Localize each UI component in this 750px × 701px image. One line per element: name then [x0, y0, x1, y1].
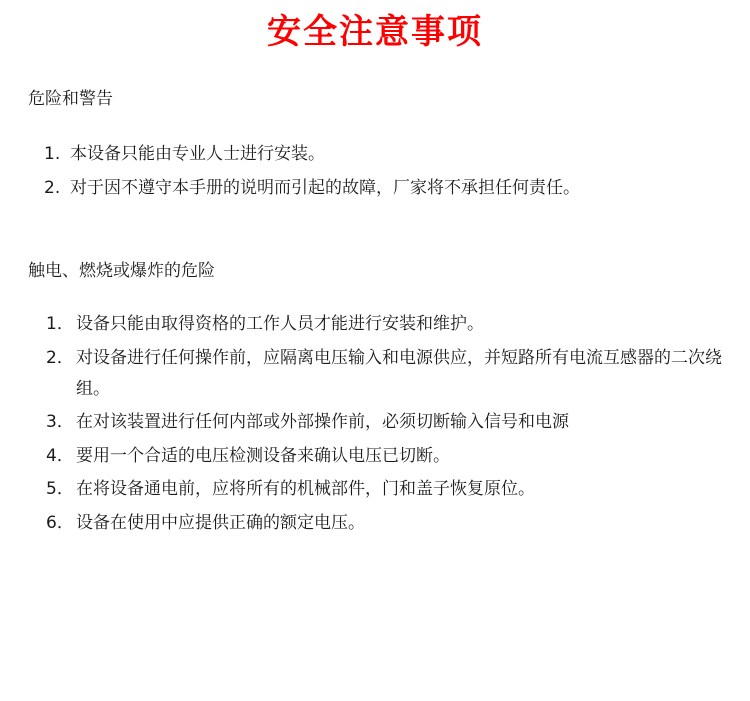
- list-item-text: 在将设备通电前，应将所有的机械部件，门和盖子恢复原位。: [76, 479, 535, 500]
- page-title: 安全注意事项: [267, 12, 483, 52]
- list-item-number: 4．: [46, 445, 74, 466]
- list-item-text: 设备只能由取得资格的工作人员才能进行安装和维护。: [76, 314, 484, 335]
- list-item-text: 要用一个合适的电压检测设备来确认电压已切断。: [76, 445, 450, 466]
- list-item-number: 3．: [46, 412, 74, 433]
- list-item-number: 5．: [46, 479, 74, 500]
- list-item-text: 在对该装置进行任何内部或外部操作前，必须切断输入信号和电源: [76, 412, 569, 433]
- list-item: [24, 441, 726, 472]
- list-item-number: 2．: [46, 347, 74, 368]
- section-spacer: [24, 206, 726, 228]
- section-list: [24, 309, 726, 539]
- list-item: [24, 139, 726, 170]
- list-item-number: 6．: [46, 512, 74, 533]
- list-item: [24, 508, 726, 539]
- list-item: [24, 407, 726, 438]
- list-item-number: 1．: [46, 314, 74, 335]
- list-item-text: 对设备进行任何操作前，应隔离电压输入和电源供应，并短路所有电流互感器的二次绕组。: [76, 347, 722, 400]
- section-electric-shock-burn-explosion: [24, 258, 726, 539]
- list-item: [24, 309, 726, 340]
- document-page: [0, 10, 750, 701]
- list-item-number: 1.: [44, 144, 61, 165]
- section-dangers-and-warnings: [24, 86, 726, 204]
- section-heading: 触电、燃烧或爆炸的危险: [28, 260, 215, 281]
- list-item-text: 设备在使用中应提供正确的额定电压。: [76, 512, 365, 533]
- list-item-number: 2.: [44, 177, 61, 198]
- section-heading: 危险和警告: [28, 88, 113, 109]
- section-list: [24, 139, 726, 204]
- list-item: [24, 474, 726, 505]
- list-item-text: 本设备只能由专业人士进行安装。: [70, 144, 325, 165]
- list-item: [24, 343, 726, 406]
- list-item: [24, 173, 726, 204]
- list-item-text: 对于因不遵守本手册的说明而引起的故障，厂家将不承担任何责任。: [70, 177, 580, 198]
